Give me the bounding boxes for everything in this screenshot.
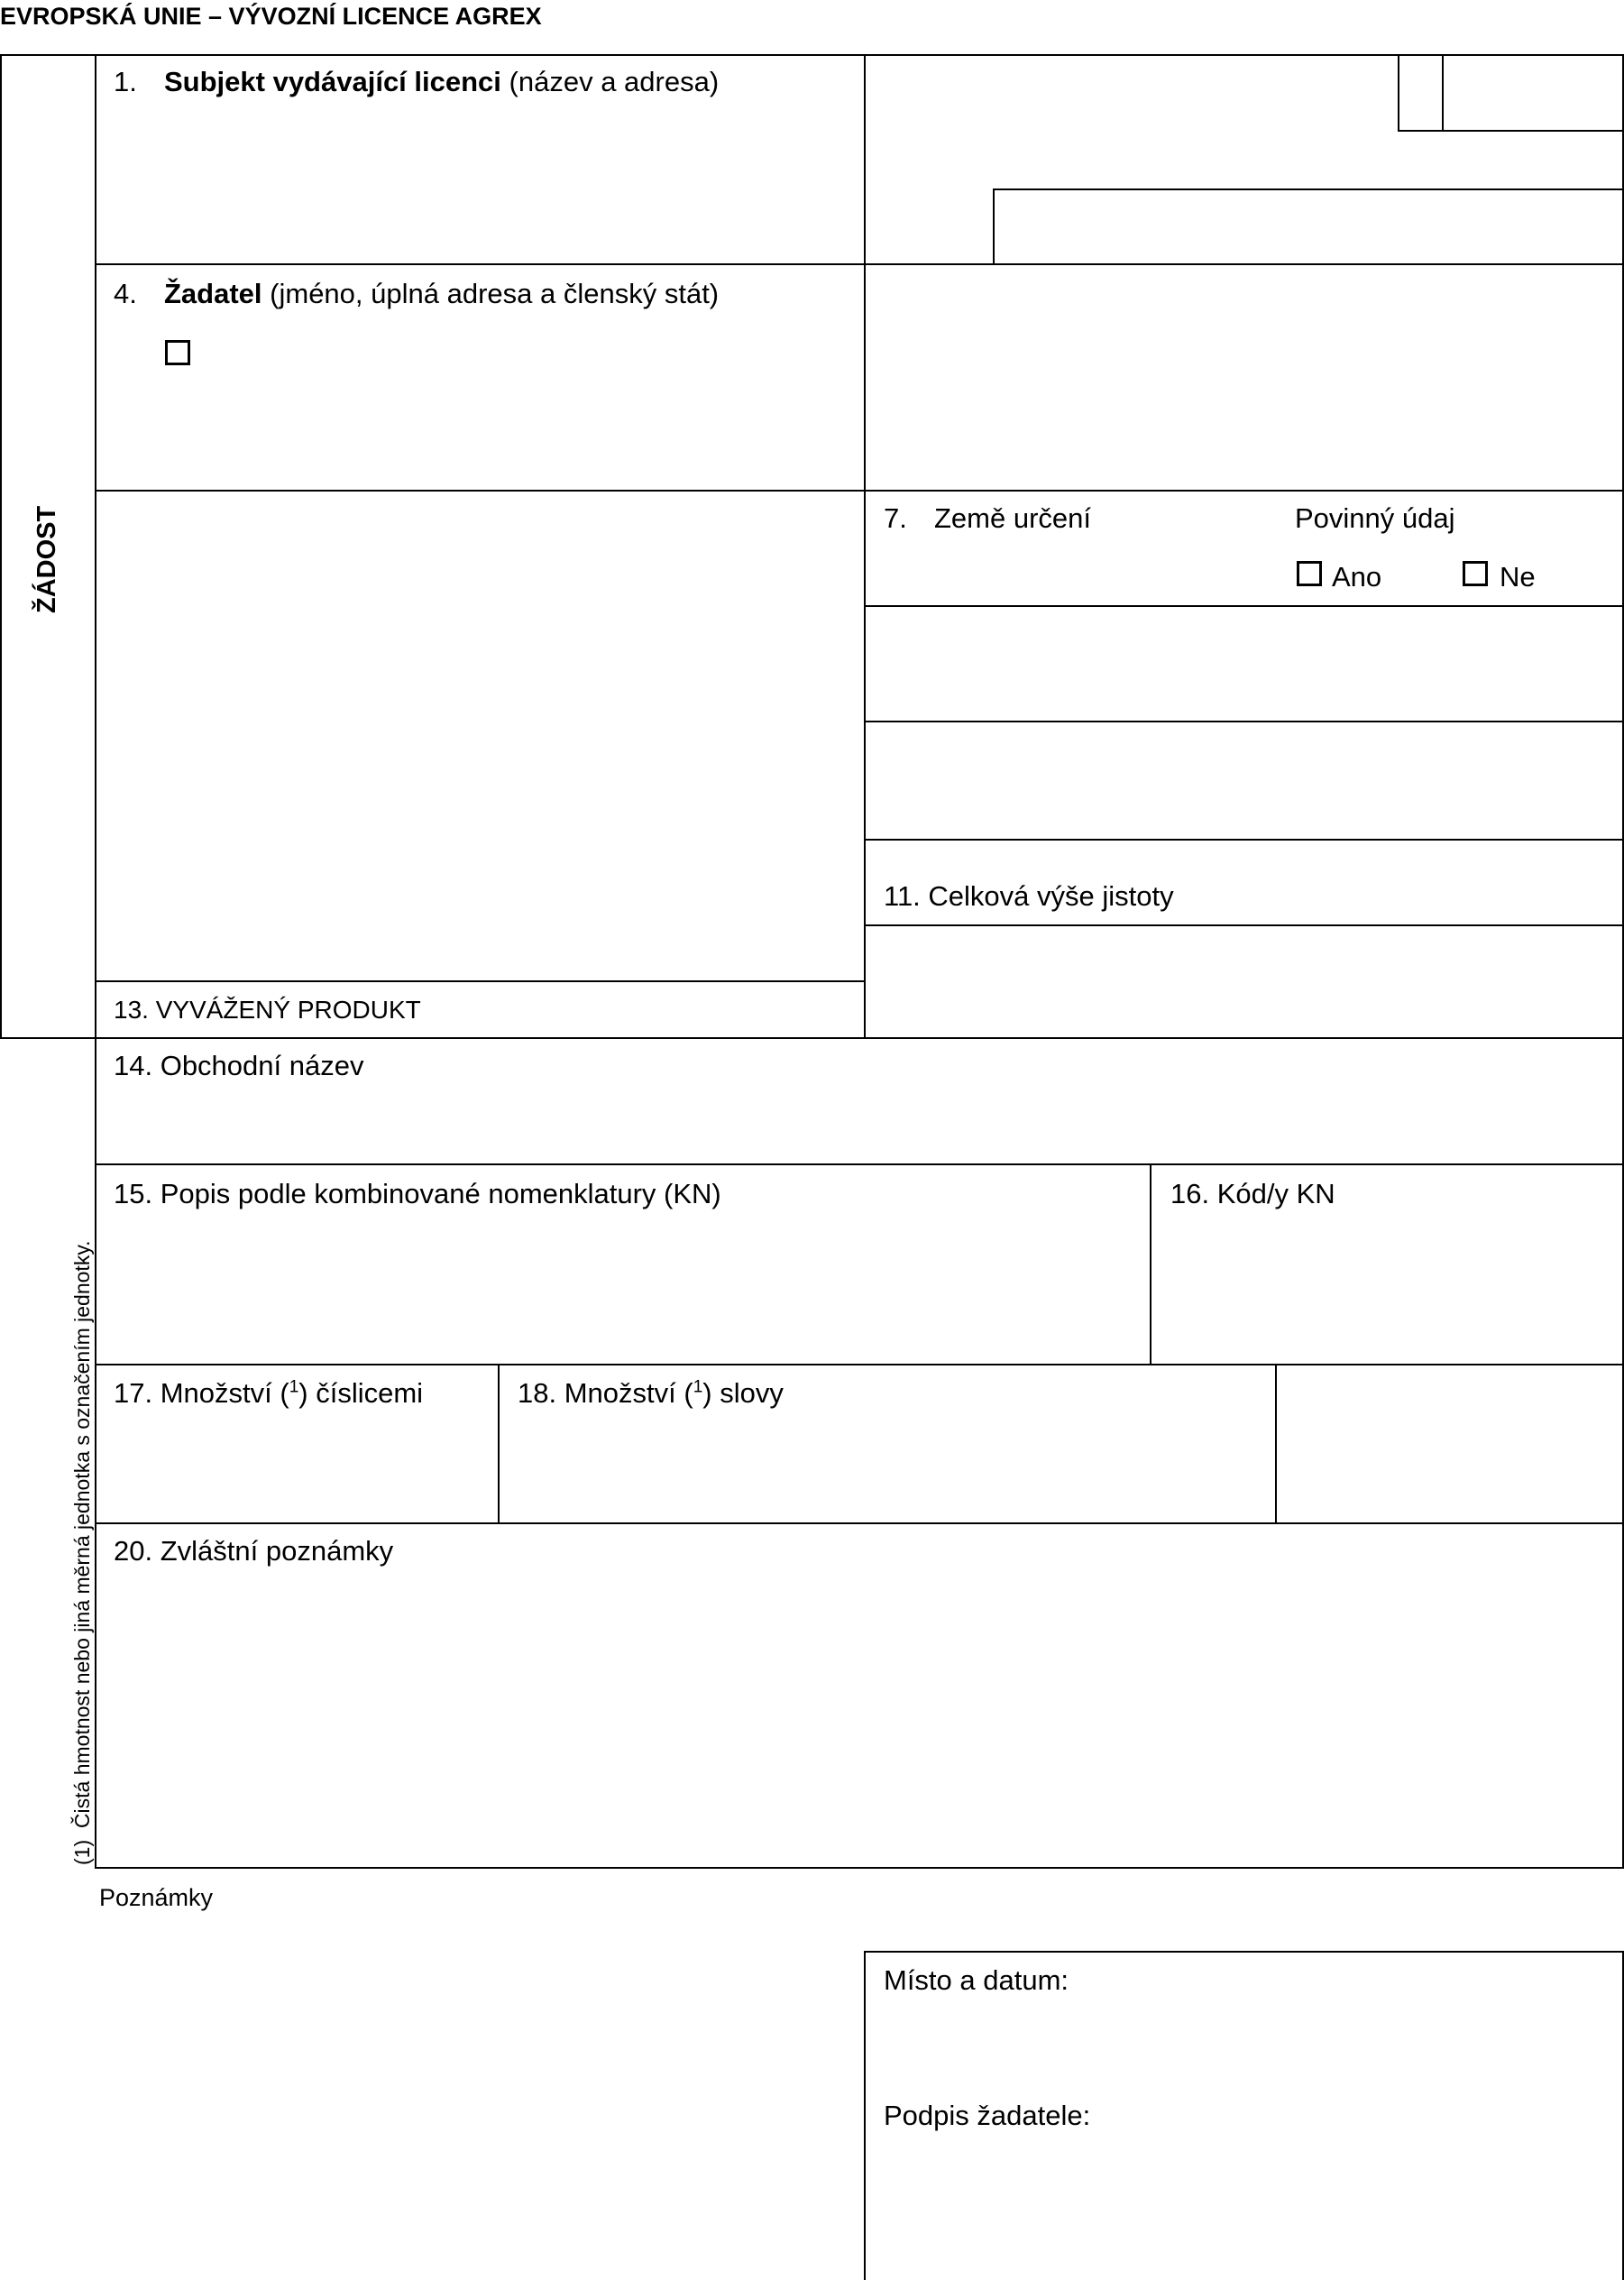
box17-sup: 1	[289, 1377, 299, 1397]
center-divider-top	[864, 54, 866, 1039]
box20-label: 20. Zvláštní poznámky	[114, 1535, 394, 1567]
mandatory-label: Povinný údaj	[1295, 502, 1455, 534]
mandatory-yes-label: Ano	[1332, 561, 1382, 593]
box13-label: 13. VYVÁŽENÝ PRODUKT	[114, 996, 421, 1024]
row-line-9	[95, 1522, 1624, 1524]
footnote-text	[70, 1240, 95, 1865]
box1-number: 1.	[114, 66, 137, 97]
footnote-body: Čistá hmotnost nebo jiná měrná jednotka s označením jednotky.	[70, 1240, 94, 1829]
box18-sup: 1	[693, 1377, 703, 1397]
mandatory-no-label: Ne	[1500, 561, 1536, 593]
page-title: EVROPSKÁ UNIE – VÝVOZNÍ LICENCE AGREX	[0, 3, 542, 30]
mandatory-yes-checkbox[interactable]	[1297, 561, 1322, 586]
row-line-7	[95, 1163, 1624, 1165]
box16-label: 16. Kód/y KN	[1170, 1178, 1335, 1209]
box1-field[interactable]	[96, 108, 863, 263]
box19-field[interactable]	[1277, 1365, 1622, 1521]
row-line-5	[864, 839, 1624, 841]
licence-number-box-divider	[1442, 54, 1444, 132]
side-label-zadost: ŽÁDOST	[32, 505, 61, 613]
box15-field[interactable]	[96, 1218, 1148, 1362]
footnote-marker: (1)	[70, 1839, 94, 1865]
box17-label	[114, 1377, 423, 1410]
issue-ref-box[interactable]	[993, 188, 1624, 265]
box7-title: Země určení	[934, 502, 1092, 534]
box14-label: 14. Obchodní název	[114, 1050, 364, 1081]
licence-number-box[interactable]	[1398, 54, 1624, 132]
box16-field[interactable]	[1151, 1218, 1622, 1362]
box12-field[interactable]	[866, 926, 1624, 1039]
box15-label: 15. Popis podle kombinované nomenklatury (KN)	[114, 1178, 721, 1209]
box4-label	[114, 278, 719, 310]
mandatory-no-checkbox[interactable]	[1463, 561, 1488, 586]
box4-subtitle: (jméno, úplná adresa a členský stát)	[270, 278, 720, 309]
box7-label	[884, 502, 1091, 535]
place-date-label: Místo a datum:	[884, 1964, 1069, 1996]
box14-field[interactable]	[96, 1088, 1622, 1163]
box4-field[interactable]	[96, 374, 863, 490]
box7-number: 7.	[884, 502, 907, 534]
box18-field[interactable]	[500, 1416, 1273, 1521]
box1-subtitle: (název a adresa)	[509, 66, 720, 97]
box18-label-end: ) slovy	[702, 1377, 784, 1409]
box18-label-start: 18. Množství (	[518, 1377, 693, 1409]
place-date-field[interactable]	[884, 2004, 1605, 2094]
box1-label	[114, 66, 719, 98]
box17-label-start: 17. Množství (	[114, 1377, 289, 1409]
box8-field[interactable]	[866, 607, 1624, 721]
signature-field[interactable]	[884, 2139, 1605, 2266]
box4-checkbox[interactable]	[165, 340, 190, 365]
notes-label: Poznámky	[99, 1884, 214, 1911]
box4-number: 4.	[114, 278, 137, 309]
box17-field[interactable]	[96, 1416, 496, 1521]
box9-field[interactable]	[866, 722, 1624, 839]
box20-field[interactable]	[96, 1575, 1622, 1867]
box13-top-line	[95, 980, 864, 982]
box1-title: Subjekt vydávající licenci	[164, 66, 501, 97]
box18-label	[518, 1377, 784, 1410]
box17-label-end: ) číslicemi	[298, 1377, 424, 1409]
box5-field[interactable]	[866, 265, 1624, 490]
box11-label: 11. Celková výše jistoty	[884, 880, 1174, 912]
box4-title: Žadatel	[164, 278, 262, 309]
signature-label: Podpis žadatele:	[884, 2100, 1091, 2131]
box6-field[interactable]	[96, 492, 863, 979]
